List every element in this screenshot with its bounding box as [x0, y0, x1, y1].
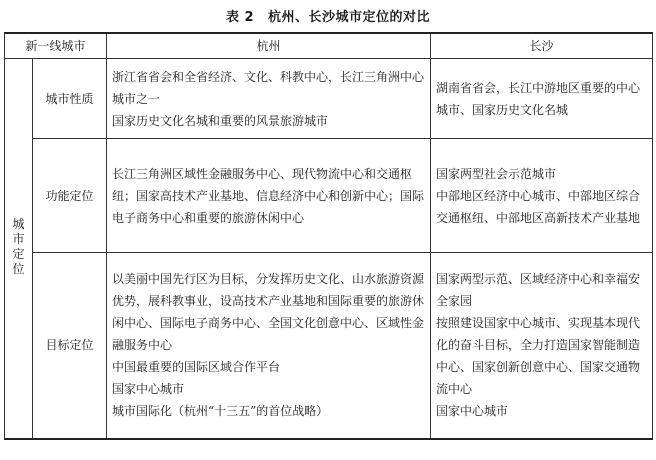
table-row [5, 139, 653, 253]
hangzhou-cell [107, 253, 431, 439]
header-city-tier: 新一线城市 [5, 33, 107, 59]
row-label: 城市性质 [33, 59, 107, 139]
cell-line: 国家中心城市 [436, 404, 509, 419]
cell-line: 湖南省省会，长江中游地区重要的中心城市、国家历史文化名城 [436, 80, 641, 117]
cell-line: 以美丽中国先行区为目标，分发挥历史文化、山水旅游资源优势，展科教事业，设高技术产业基地和国际重要的旅游休闲中心、国际电子商务中心、全国文化创意中心、区域性金融服务中心 [112, 272, 425, 353]
hangzhou-cell [107, 59, 431, 139]
row-label: 功能定位 [33, 139, 107, 253]
header-hangzhou: 杭州 [107, 33, 431, 59]
header-changsha: 长沙 [431, 33, 653, 59]
table-row [5, 253, 653, 439]
comparison-table [4, 32, 653, 440]
cell-line: 国家两型社会示范城市 [436, 166, 557, 181]
cell-line: 长江三角洲区域性金融服务中心、现代物流中心和交通枢纽；国家高技术产业基地、信息经济中心和创新中心；国际电子商务中心和重要的旅游休闲中心 [112, 166, 425, 225]
table-number: 表 2 [225, 10, 255, 25]
changsha-cell [431, 59, 653, 139]
cell-line: 中部地区经济中心城市、中部地区综合交通枢纽、中部地区高新技术产业基地 [436, 188, 641, 225]
changsha-cell [431, 253, 653, 439]
hangzhou-cell [107, 139, 431, 253]
table-header-row [5, 33, 653, 59]
cell-line: 浙江省省会和全省经济、文化、科教中心，长江三角洲中心城市之一 [112, 69, 425, 106]
group-label-cell [5, 59, 33, 439]
changsha-cell [431, 139, 653, 253]
table-title [0, 6, 656, 25]
group-label: 城市定位 [12, 216, 25, 276]
cell-line: 按照建设国家中心城市、实现基本现代化的奋斗目标，全力打造国家智能制造中心、国家创新创意中心、国家交通物流中心 [436, 316, 641, 397]
cell-line: 中国最重要的国际区域合作平台 [112, 360, 281, 375]
row-label: 目标定位 [33, 253, 107, 439]
cell-line: 国家中心城市 [112, 382, 185, 397]
cell-line: 国家两型示范、区域经济中心和幸福安全家园 [436, 272, 641, 309]
table-row [5, 59, 653, 139]
cell-line: 国家历史文化名城和重要的风景旅游城市 [112, 113, 329, 128]
cell-line: 城市国际化（杭州“十三五”的首位战略） [112, 404, 329, 419]
table-caption: 杭州、长沙城市定位的对比 [268, 10, 431, 25]
